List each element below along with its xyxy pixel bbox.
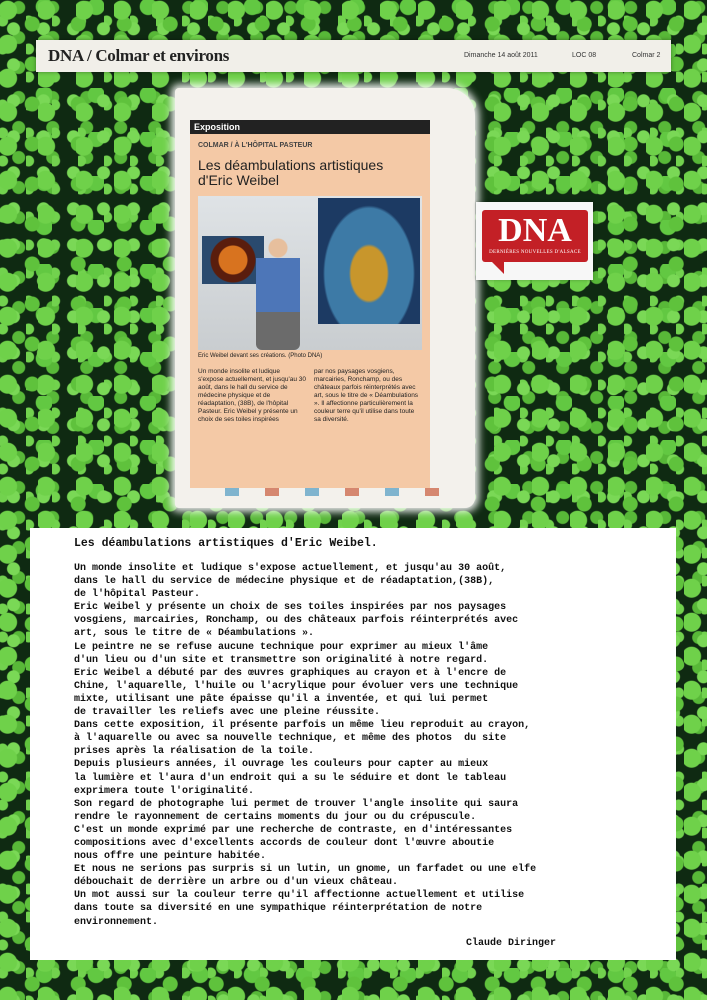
article-line: exprimera toute l'originalité. — [74, 785, 255, 797]
dna-logo — [476, 202, 593, 280]
article-line: Dans cette exposition, il présente parfois un même lieu reproduit au crayon, — [74, 720, 531, 732]
article-line: Depuis plusieurs années, il ouvrage les couleurs pour capter au mieux — [74, 759, 489, 771]
article-line: Chine, l'aquarelle, l'huile ou l'acrylique pour évoluer vers une technique — [74, 680, 519, 692]
article-line: prises après la réalisation de la toile. — [74, 746, 315, 758]
header-edition: Colmar 2 — [632, 52, 661, 59]
article-line: Un monde insolite et ludique s'expose actuellement, et jusqu'au 30 août, — [74, 563, 507, 574]
article-line: Son regard de photographe lui permet de trouver l'angle insolite qui saura — [74, 798, 519, 810]
article-signature: Claude Diringer — [466, 938, 557, 949]
article-line: Eric Weibel a débuté par des œuvres graphiques au crayon et à l'encre de — [74, 667, 507, 679]
photo-caption: Eric Weibel devant ses créations. (Photo DNA) — [198, 353, 323, 359]
clipping-title: Les déambulations artistiques d'Eric Weibel — [198, 157, 384, 188]
dna-logo-badge — [482, 210, 588, 262]
article-line: de travailler les reliefs avec une pleine réussite. — [74, 707, 381, 719]
article-line: environnement. — [74, 916, 159, 928]
clipping-column-2: par nos paysages vosgiens, marcairies, Ronchamp, ou des châteaux parfois réinterprétés avec art, sous le titre de « Déambulations ». Il affectionne particulièrement la couleur terre qu'il utilise dans toute sa diversité. — [314, 368, 419, 423]
article-line: mixte, utilisant une pâte épaisse qu'il a inventée, et qui lui permet — [74, 693, 489, 705]
article-line: compositions avec d'excellents accords de couleur dont l'œuvre aboutie — [74, 837, 495, 849]
artist-figure — [256, 236, 300, 350]
article-line: débouchait de derrière un arbre ou d'un vieux château. — [74, 877, 399, 889]
leaf-painting-image — [202, 236, 264, 284]
article-line: dans le hall du service de médecine physique et de réadaptation,(38B), — [74, 576, 495, 588]
print-color-marks — [225, 488, 445, 496]
header-code: LOC 08 — [572, 52, 597, 59]
article-line: à l'aquarelle ou avec sa nouvelle technique, et même des photos du site — [74, 733, 507, 745]
article-line: dans toute sa diversité en une sympathique réinterprétation de notre — [74, 903, 483, 915]
header-date: Dimanche 14 août 2011 — [464, 52, 538, 59]
article-line: art, sous le titre de « Déambulations ». — [74, 628, 315, 640]
article-line: Et nous ne serions pas surpris si un lutin, un gnome, un farfadet ou une elfe — [74, 864, 537, 876]
clipping-section: Exposition — [190, 120, 430, 134]
tree-painting-image — [318, 198, 420, 324]
article-line: Un mot aussi sur la couleur terre qu'il affectionne actuellement et utilise — [74, 890, 525, 902]
article-line: de l'hôpital Pasteur. — [74, 589, 201, 601]
clipping-kicker: COLMAR / À L'HÔPITAL PASTEUR — [198, 142, 313, 149]
article-title: Les déambulations artistiques d'Eric Weibel. — [74, 537, 378, 550]
article-line: Eric Weibel y présente un choix de ses toiles inspirées par nos paysages — [74, 602, 507, 614]
clipping-article — [190, 120, 430, 488]
article-line: vosgiens, marcairies, Ronchamp, ou des châteaux parfois réinterprétés avec — [74, 615, 519, 627]
artist-photo — [198, 196, 422, 350]
article-line: d'un lieu ou d'un site et transmettre son originalité à notre regard. — [74, 654, 489, 666]
newspaper-brand: DNA / Colmar et environs — [48, 46, 230, 65]
newspaper-header — [36, 40, 671, 72]
article-transcript-panel — [30, 528, 676, 960]
article-line: la lumière et l'aura d'un endroit qui a su le séduire et dont le tableau — [74, 772, 507, 784]
article-body — [74, 562, 674, 929]
article-line: Le peintre ne se refuse aucune technique pour exprimer au mieux l'âme — [74, 641, 489, 653]
dna-logo-letters: DNA — [498, 212, 572, 249]
newspaper-clipping — [175, 88, 475, 508]
article-line: nous offre une peinture habitée. — [74, 851, 267, 863]
adjacent-article-fragment — [437, 114, 471, 484]
clipping-column-1: Un monde insolite et ludique s'expose actuellement, et jusqu'au 30 août, dans le hall du service de médecine physique et de réadaptation, (38B), de l'hôpital Pasteur. Eric Weibel y présente un choix de ses toiles inspirées — [198, 368, 306, 423]
article-line: rendre le rayonnement de certains moments du jour ou du crépuscule. — [74, 811, 477, 823]
dna-logo-tagline: DERNIÈRES NOUVELLES D'ALSACE — [489, 250, 581, 255]
article-line: C'est un monde exprimé par une recherche de contraste, en d'intéressantes — [74, 824, 513, 836]
